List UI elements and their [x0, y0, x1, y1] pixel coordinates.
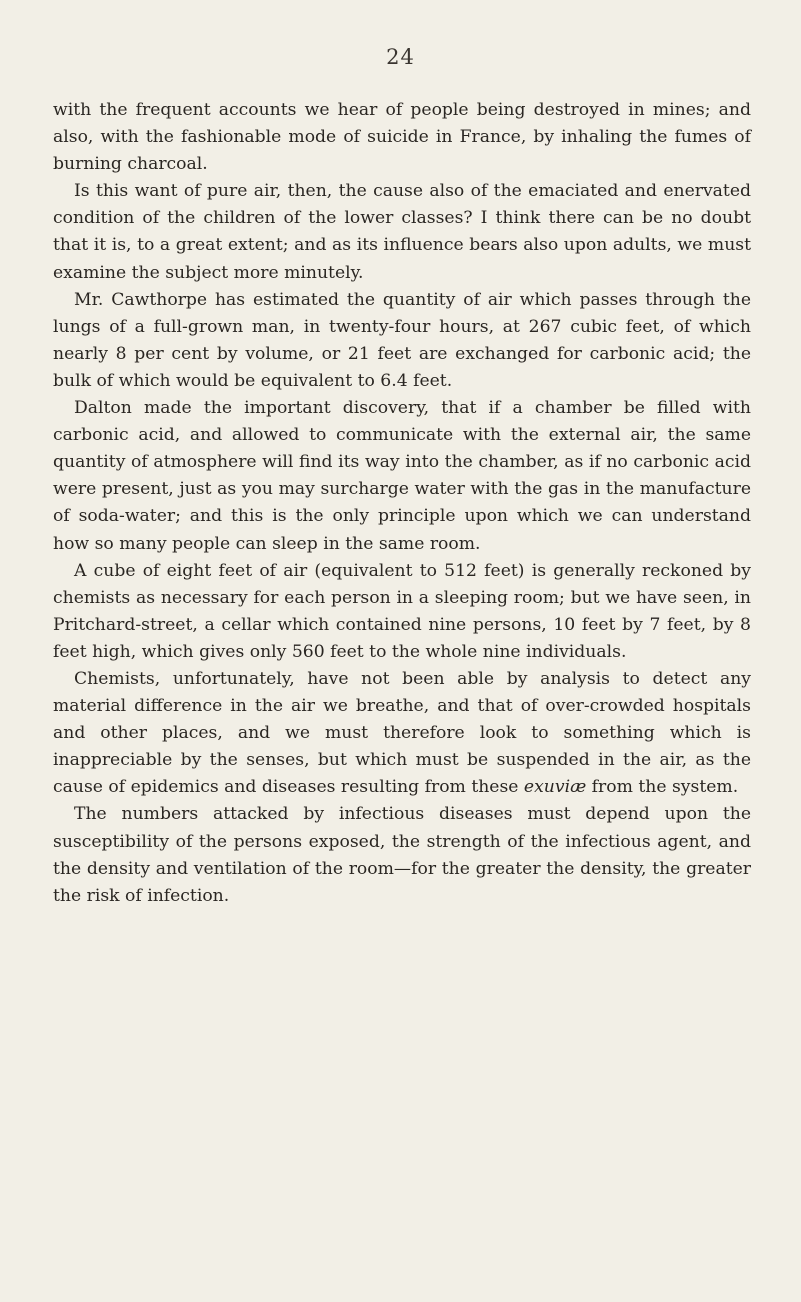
paragraph-6 [53, 666, 751, 801]
paragraph-4: Dalton made the important discovery, that if a chamber be filled with carbonic acid, and allowed to communicate with the external air, the same quantity of atmosphere will find its way into the chamber, as if no carbonic acid were present, just as you may surcharge water with the gas in the manufacture of soda-water; and this is the only principle upon which we can understand how so many people can sleep in the same room. [53, 398, 751, 554]
paragraph-2: Is this want of pure air, then, the cause also of the emaciated and enervated condition of the children of the lower classes? I think there can be no doubt that it is, to a great extent; and as its influence bears also upon adults, we must examine the subject more minutely. [53, 181, 751, 283]
paragraph-3: Mr. Cawthorpe has estimated the quantity of air which passes through the lungs of a full-grown man, in twenty-four hours, at 267 cubic feet, of which nearly 8 per cent by volume, or 21 feet are exchanged for carbonic acid; the bulk of which would be equivalent to 6.4 feet. [53, 289, 751, 391]
paragraph-6-text-after: from the system. [586, 777, 739, 798]
body-text [53, 97, 751, 910]
paragraph-6-text-before: Chemists, unfortunately, have not been able by analysis to detect any material difference in the air we breathe, and that of over-crowded hospitals and other places, and we must therefore look to something which is inappreciable by the senses, but which must be suspended in the air, as the cause of epidemics and diseases resulting from these [53, 668, 751, 798]
latin-term-exuviae: exuviæ [523, 777, 587, 798]
page-number: 24 [386, 45, 415, 69]
paragraph-7: The numbers attacked by infectious diseases must depend upon the susceptibility of the persons exposed, the strength of the infectious agent, and the density and ventilation of the room—for the greater the density, the greater the risk of infection. [53, 804, 751, 906]
paragraph-5: A cube of eight feet of air (equivalent to 512 feet) is generally reckoned by chemists as necessary for each person in a sleeping room; but we have seen, in Pritchard-street, a cellar which contained nine persons, 10 feet by 7 feet, by 8 feet high, which gives only 560 feet to the whole nine individuals. [53, 560, 751, 662]
paragraph-1: with the frequent accounts we hear of people being destroyed in mines; and also, with the fashionable mode of suicide in France, by inhaling the fumes of burning charcoal. [53, 100, 751, 175]
